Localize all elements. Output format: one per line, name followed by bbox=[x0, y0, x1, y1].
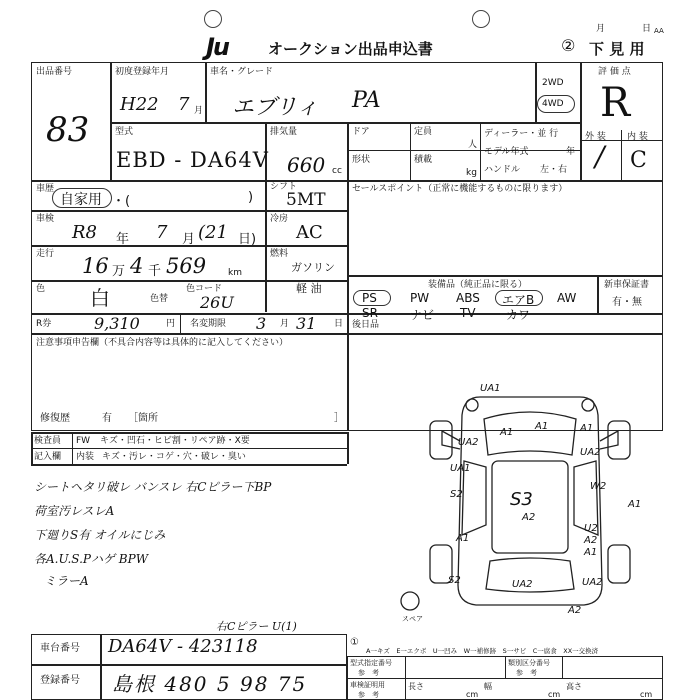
deadline-label: 名変期限 bbox=[190, 319, 227, 329]
fw-label: FW bbox=[76, 436, 91, 446]
damage-label: A2 bbox=[568, 605, 582, 616]
use-label: 車歴 bbox=[36, 184, 55, 194]
inspection-month-unit: 月 bbox=[182, 232, 196, 247]
model-year-unit: 年 bbox=[566, 147, 576, 157]
spare-label: スペア bbox=[402, 615, 423, 623]
fuel-label: 燃料 bbox=[270, 249, 289, 259]
category-ref: 参 考 bbox=[516, 669, 537, 677]
equipment-aw: AW bbox=[557, 291, 577, 305]
color-change-label: 色替 bbox=[150, 294, 169, 304]
damage-label: A1 bbox=[456, 533, 470, 544]
inspector-entry-label: 記入欄 bbox=[34, 452, 62, 462]
width-unit: cm bbox=[548, 690, 561, 699]
lot-number-label: 出品番号 bbox=[36, 67, 73, 77]
load-label: 積載 bbox=[414, 155, 433, 165]
shift-value: 5MT bbox=[286, 190, 326, 210]
reg-cert-label: 車検証明用 bbox=[350, 681, 385, 689]
notes-label: 注意事項申告欄（不具合内容等は具体的に記入してください） bbox=[36, 338, 289, 348]
plate-value: 島根 480 5 98 75 bbox=[112, 672, 308, 696]
handle-lr: 左・右 bbox=[540, 165, 568, 175]
car-damage-diagram bbox=[400, 375, 660, 625]
damage-label: A2 bbox=[522, 512, 536, 523]
plate-label: 登録番号 bbox=[40, 675, 80, 686]
recycle-value: 9,310 bbox=[94, 314, 140, 333]
length-label: 長さ bbox=[408, 682, 424, 691]
month-unit: 月 bbox=[194, 106, 204, 116]
logo: Ju bbox=[206, 33, 229, 61]
category-label: 類別区分番号 bbox=[508, 659, 550, 667]
day-label: 日 bbox=[642, 24, 652, 34]
car-name-value: エブリィ bbox=[232, 95, 319, 120]
damage-label: A1 bbox=[580, 423, 594, 434]
sales-point-label: セールスポイント（正常に機能するものに限ります） bbox=[352, 184, 568, 194]
equipment-sr: SR bbox=[362, 306, 378, 320]
divider bbox=[110, 122, 580, 124]
damage-label: W2 bbox=[590, 481, 607, 492]
color-code-value: 26U bbox=[200, 293, 234, 312]
deadline-day: 31 bbox=[296, 314, 317, 333]
damage-label: UA2 bbox=[582, 577, 603, 588]
divider bbox=[347, 275, 663, 277]
displacement-label: 排気量 bbox=[270, 127, 298, 137]
divider bbox=[180, 313, 181, 333]
repair-place: ［箇所 bbox=[128, 413, 158, 424]
punch-hole bbox=[472, 10, 490, 28]
first-registration-label: 初度登録年月 bbox=[115, 67, 170, 77]
divider bbox=[347, 432, 349, 464]
interior-label: 内 装 bbox=[627, 132, 648, 142]
capacity-label: 定員 bbox=[414, 127, 433, 137]
interior-check-items: キズ・汚レ・コゲ・穴・破レ・臭い bbox=[102, 452, 246, 462]
model-year-label: モデル年式 bbox=[484, 147, 529, 157]
equipment-leather: カワ bbox=[506, 308, 531, 322]
handwritten-note: 各A.U.S.Pハゲ BPW bbox=[34, 552, 149, 566]
drive-4wd: 4WD bbox=[542, 99, 564, 109]
warranty-value: 有・無 bbox=[612, 297, 642, 308]
repair-value: 有 bbox=[102, 413, 112, 424]
copy-number: ② bbox=[561, 36, 576, 55]
month-label: 月 bbox=[596, 24, 606, 34]
punch-hole bbox=[204, 10, 222, 28]
damage-label: S3 bbox=[510, 489, 533, 510]
color-value: 白 bbox=[90, 286, 110, 310]
pillar-note: 右Cピラー U(1) bbox=[216, 620, 297, 633]
ac-value: AC bbox=[296, 222, 323, 243]
divider bbox=[31, 180, 663, 182]
use-close: ) bbox=[248, 190, 254, 205]
damage-label: S2 bbox=[448, 575, 461, 586]
divider bbox=[580, 62, 582, 180]
handle-label: ハンドル bbox=[484, 165, 521, 175]
load-unit: kg bbox=[466, 168, 477, 178]
divider bbox=[31, 432, 347, 434]
handwritten-note: シートヘタリ破レ バンスレ 右Cピラー下BP bbox=[34, 480, 272, 494]
inspection-month: 7 bbox=[156, 222, 168, 243]
equipment-abs: ABS bbox=[456, 291, 480, 305]
displacement-unit: cc bbox=[332, 166, 342, 176]
repair-label: 修復歴 bbox=[40, 413, 70, 424]
damage-label: S2 bbox=[450, 489, 463, 500]
mileage-unit: km bbox=[228, 268, 242, 278]
ac-label: 冷房 bbox=[270, 214, 289, 224]
recycle-unit: 円 bbox=[166, 319, 176, 329]
type-number-label: 型式指定番号 bbox=[350, 659, 392, 667]
divider bbox=[597, 275, 599, 313]
fw-items: キズ・凹石・ヒビ割・リペア跡・X要 bbox=[100, 436, 250, 446]
model-value: EBD - DA64V bbox=[116, 148, 269, 172]
fuel-gasoline: ガソリン bbox=[291, 261, 335, 274]
inspector-label: 検査員 bbox=[34, 436, 62, 446]
type-number-ref: 参 考 bbox=[358, 669, 379, 677]
car-grade-value: PA bbox=[352, 88, 381, 113]
divider bbox=[72, 432, 73, 464]
fuel-diesel: 軽 油 bbox=[296, 282, 322, 295]
divider bbox=[480, 122, 481, 180]
divider bbox=[205, 62, 207, 122]
displacement-value: 660 bbox=[287, 153, 326, 177]
divider bbox=[562, 656, 563, 678]
inspection-day-unit: 日) bbox=[238, 232, 257, 247]
color-code-label: 色コード bbox=[186, 284, 223, 294]
damage-label: A2 bbox=[584, 535, 598, 546]
interior-grade: C bbox=[630, 148, 647, 173]
chassis-label: 車台番号 bbox=[40, 643, 80, 654]
deadline-day-unit: 日 bbox=[334, 319, 344, 329]
handwritten-note: 下廻りS有 オイルにじみ bbox=[34, 528, 166, 542]
divider bbox=[405, 656, 406, 700]
equipment-airbag: エアB bbox=[502, 293, 535, 307]
grade-label: 評 価 点 bbox=[598, 67, 631, 77]
equipment-label: 装備品（純正品に限る） bbox=[428, 280, 528, 290]
handwritten-note: ミラーA bbox=[44, 574, 89, 588]
mileage-sen: 4 bbox=[130, 254, 144, 278]
dealer-label: ディーラー・並 行 bbox=[484, 129, 559, 139]
equipment-pw: PW bbox=[410, 291, 430, 305]
mileage-sen-unit: 千 bbox=[148, 264, 162, 279]
recycle-label: R券 bbox=[36, 319, 52, 329]
damage-label: A1 bbox=[584, 547, 598, 558]
length-unit: cm bbox=[466, 690, 479, 699]
color-label: 色 bbox=[36, 284, 46, 294]
divider bbox=[347, 678, 663, 679]
aa-label: AA bbox=[654, 27, 664, 35]
drive-2wd: 2WD bbox=[542, 78, 564, 88]
divider bbox=[347, 122, 349, 431]
deadline-month-unit: 月 bbox=[280, 319, 290, 329]
mileage-man: 16 bbox=[82, 254, 109, 278]
door-label: ドア bbox=[352, 127, 370, 137]
divider bbox=[31, 333, 663, 335]
divider bbox=[31, 210, 347, 212]
use-value: 自家用 bbox=[60, 192, 102, 208]
damage-label: UA1 bbox=[480, 383, 501, 394]
mileage-label: 走行 bbox=[36, 249, 55, 259]
legend-number: ① bbox=[350, 637, 359, 648]
divider bbox=[100, 634, 102, 700]
divider bbox=[621, 130, 622, 180]
damage-label: A1 bbox=[535, 421, 549, 432]
exterior-grade: / bbox=[595, 140, 605, 173]
damage-label: UA1 bbox=[450, 463, 471, 474]
warranty-label: 新車保証書 bbox=[604, 280, 650, 290]
mileage-rest: 569 bbox=[166, 254, 207, 278]
divider bbox=[31, 432, 33, 464]
equipment-navi: ナビ bbox=[410, 308, 435, 322]
deadline-year: 3 bbox=[256, 314, 267, 333]
inspection-year-unit: 年 bbox=[116, 232, 130, 247]
interior-check-label: 内装 bbox=[76, 452, 95, 462]
damage-label: U2 bbox=[584, 523, 598, 534]
damage-label: UA2 bbox=[512, 579, 533, 590]
first-registration-month: 7 bbox=[178, 94, 190, 115]
mileage-man-unit: 万 bbox=[112, 264, 126, 279]
shape-label: 形状 bbox=[352, 155, 371, 165]
shift-label: シフト bbox=[270, 182, 298, 192]
divider bbox=[110, 62, 112, 180]
damage-label: A1 bbox=[628, 499, 642, 510]
damage-label: UA2 bbox=[580, 447, 601, 458]
first-registration-era: H22 bbox=[120, 94, 159, 115]
divider bbox=[31, 464, 347, 466]
equipment-ps: PS bbox=[362, 291, 377, 305]
use-rest: ・( bbox=[112, 194, 131, 209]
legend-text: A一キズ E一エクボ U一凹み W一補修跡 S一サビ C一腐食 XX一交換済 bbox=[366, 647, 599, 655]
divider bbox=[535, 62, 537, 122]
width-label: 幅 bbox=[484, 682, 492, 691]
inspection-label: 車検 bbox=[36, 214, 55, 224]
handwritten-note: 荷室汚レスレA bbox=[34, 504, 115, 518]
divider bbox=[31, 448, 347, 449]
exterior-label: 外 装 bbox=[585, 132, 606, 142]
divider bbox=[31, 664, 347, 666]
equipment-tv: TV bbox=[460, 306, 476, 320]
height-unit: cm bbox=[640, 690, 653, 699]
divider bbox=[410, 122, 411, 180]
lot-number-value: 83 bbox=[46, 110, 90, 150]
capacity-unit: 人 bbox=[468, 140, 478, 150]
reg-cert-ref: 参 考 bbox=[358, 691, 379, 699]
copy-label: 下 見 用 bbox=[589, 40, 645, 58]
grade-value: R bbox=[600, 80, 631, 126]
inspection-era: R8 bbox=[72, 222, 98, 243]
divider bbox=[347, 150, 580, 151]
height-label: 高さ bbox=[566, 682, 582, 691]
model-label: 型式 bbox=[115, 127, 134, 137]
chassis-value: DA64V - 423118 bbox=[108, 636, 258, 657]
repair-close: ］ bbox=[334, 413, 344, 424]
inspection-day: (21 bbox=[198, 222, 228, 243]
car-name-label: 車名・グレード bbox=[210, 67, 274, 77]
damage-label: UA2 bbox=[458, 437, 479, 448]
divider bbox=[505, 656, 506, 678]
form-title: オークション出品申込書 bbox=[268, 40, 433, 58]
later-items-label: 後日品 bbox=[352, 320, 380, 330]
damage-label: A1 bbox=[500, 427, 514, 438]
